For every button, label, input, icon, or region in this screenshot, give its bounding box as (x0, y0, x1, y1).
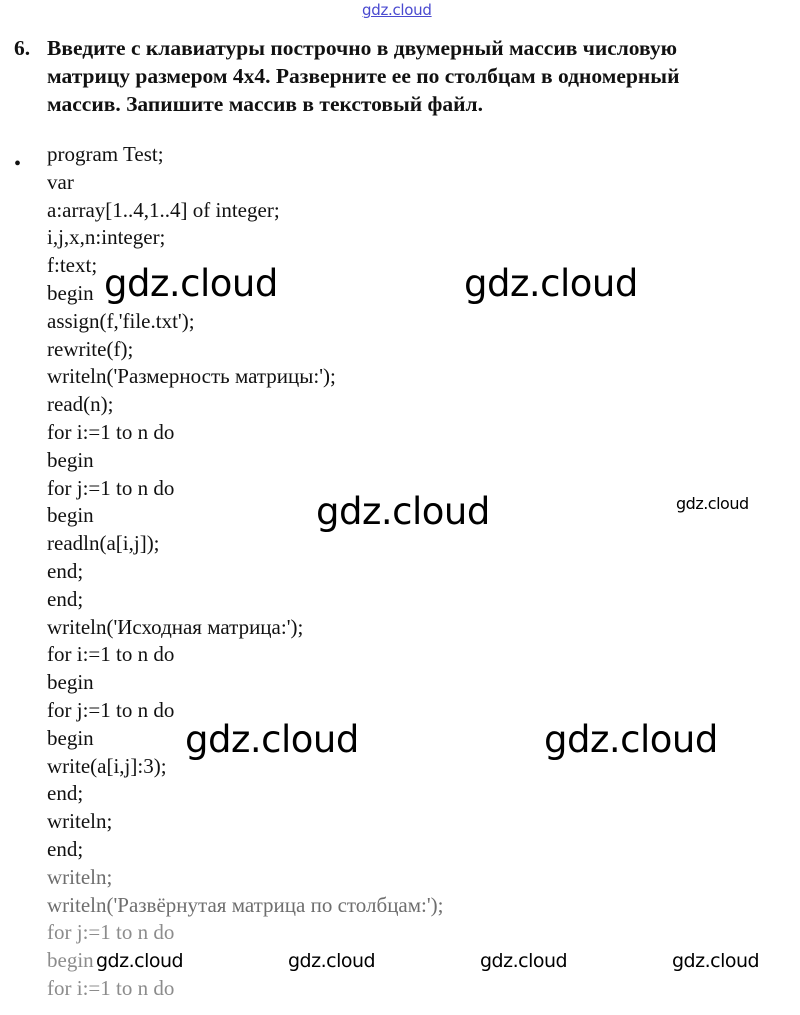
watermark: gdz.cloud (288, 950, 376, 972)
code-line: program Test; (47, 142, 164, 166)
code-line: f:text; (47, 253, 98, 278)
watermark: gdz.cloud (316, 490, 490, 533)
task-line: массив. Запишите массив в текстовый файл. (47, 92, 483, 116)
code-line: rewrite(f); (47, 336, 134, 361)
code-line: end; (47, 586, 84, 611)
code-line: readln(a[i,j]); (47, 531, 160, 556)
code-line: for j:=1 to n do (47, 697, 175, 722)
code-line: for i:=1 to n do (47, 642, 175, 667)
code-line: var (47, 169, 74, 194)
code-line: begin (47, 948, 94, 973)
code-line: write(a[i,j]:3); (47, 753, 167, 778)
code-line: writeln('Исходная матрица:'); (47, 614, 304, 639)
code-line: begin (47, 725, 94, 750)
code-line: end; (47, 558, 84, 583)
code-line: writeln('Развёрнутая матрица по столбцам:'); (47, 892, 444, 917)
code-line: writeln; (47, 864, 113, 889)
code-line: i,j,x,n:integer; (47, 225, 166, 250)
code-line: assign(f,'file.txt'); (47, 308, 195, 333)
watermark: gdz.cloud (185, 718, 359, 761)
code-line: begin (47, 503, 94, 528)
watermark: gdz.cloud (480, 950, 568, 972)
code-line: end; (47, 781, 84, 806)
code-line: for j:=1 to n do (47, 475, 175, 500)
code-line: for i:=1 to n do (47, 419, 175, 444)
code-line: begin (47, 670, 94, 695)
top-watermark: gdz.cloud (362, 1, 432, 19)
bullet-icon: • (14, 153, 22, 175)
code-line: a:array[1..4,1..4] of integer; (47, 197, 280, 222)
watermark: gdz.cloud (96, 950, 184, 972)
code-line: writeln('Размерность матрицы:'); (47, 364, 336, 389)
task-number: 6. (14, 36, 31, 60)
task-line: Введите с клавиатуры построчно в двумерный массив числовую (47, 36, 678, 60)
watermark: gdz.cloud (104, 262, 278, 305)
watermark: gdz.cloud (544, 718, 718, 761)
watermark: gdz.cloud (672, 950, 760, 972)
code-line: read(n); (47, 392, 114, 417)
watermark: gdz.cloud (676, 494, 749, 513)
watermark: gdz.cloud (464, 262, 638, 305)
code-line: writeln; (47, 809, 113, 834)
task-text (47, 34, 777, 118)
code-line: begin (47, 280, 94, 305)
code-line: end; (47, 836, 84, 861)
code-line: for j:=1 to n do (47, 920, 175, 945)
task-line: матрицу размером 4x4. Разверните ее по столбцам в одномерный (47, 64, 680, 88)
code-line: begin (47, 447, 94, 472)
code-line: for i:=1 to n do (47, 975, 175, 1000)
